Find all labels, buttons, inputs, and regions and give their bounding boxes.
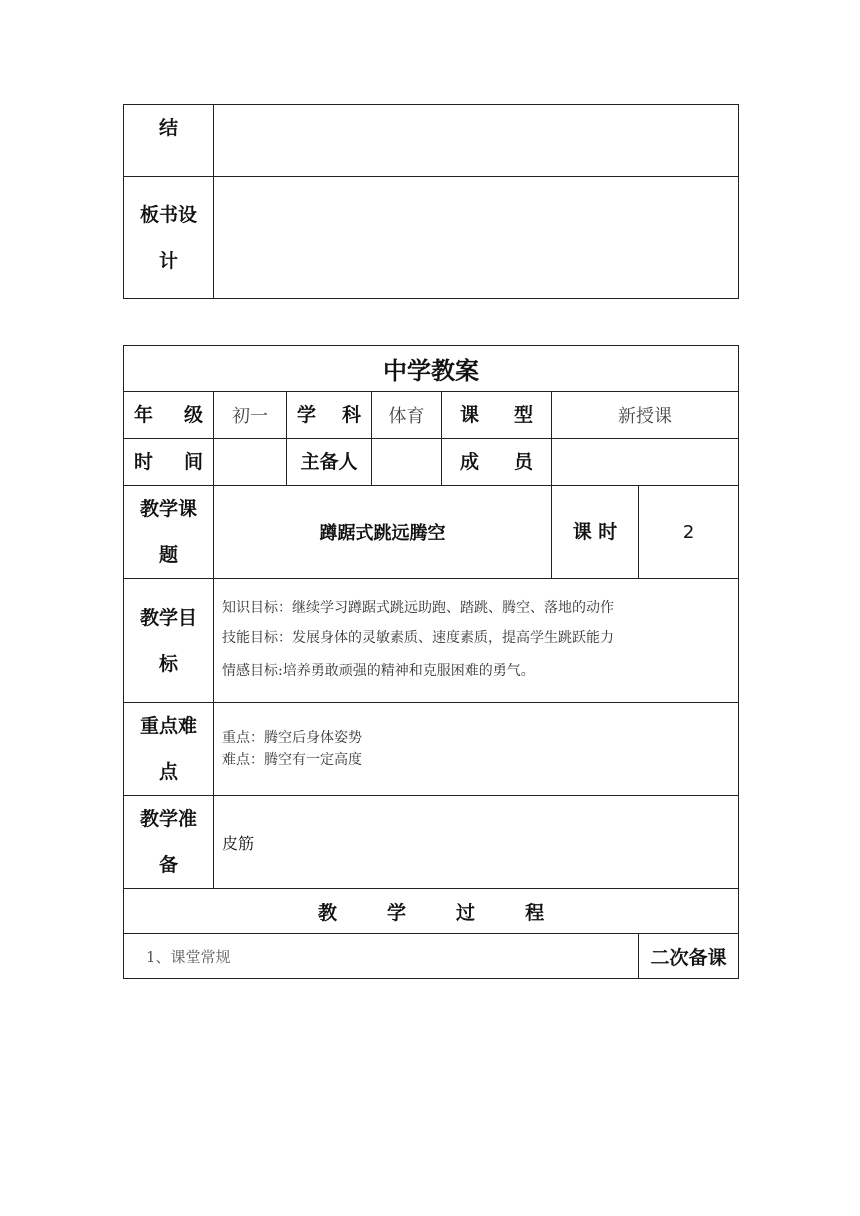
- goal-knowledge: 知识目标：继续学习蹲踞式跳远助跑、踏跳、腾空、落地的动作: [222, 599, 614, 616]
- member-label-cell: [442, 439, 552, 486]
- topic-value: 蹲踞式跳远腾空: [214, 486, 552, 579]
- goal-skill: 技能目标：发展身体的灵敏素质、速度素质，提高学生跳跃能力: [222, 629, 614, 646]
- grade-label-1: 年: [134, 404, 154, 426]
- lesson-plan-table: [123, 345, 739, 979]
- type-value: 新授课: [552, 392, 739, 439]
- board-design-content-cell: [214, 177, 739, 299]
- process-heading-3: 过: [456, 901, 476, 924]
- preparer-label: 主备人: [287, 439, 372, 486]
- page-title: 中学教案: [383, 357, 480, 385]
- key-point: 重点：腾空后身体姿势: [222, 730, 362, 746]
- time-label-1: 时: [134, 451, 154, 473]
- hours-label: 课 时: [552, 486, 639, 579]
- grade-label-cell: [124, 392, 214, 439]
- process-heading-4: 程: [525, 901, 545, 924]
- process-item: 1、课堂常规: [124, 934, 639, 979]
- type-label-cell: [442, 392, 552, 439]
- topic-label-cell: [124, 486, 214, 579]
- keypoints-content: [214, 703, 739, 796]
- member-label-1: 成: [460, 451, 480, 473]
- grade-label-2: 级: [183, 404, 203, 426]
- subject-label-1: 学: [297, 404, 317, 426]
- goals-content: [214, 579, 739, 703]
- process-heading-2: 学: [387, 901, 407, 924]
- keypoints-label: 重点难点: [139, 715, 197, 783]
- type-label-1: 课: [460, 404, 480, 426]
- hours-value: 2: [639, 486, 739, 579]
- subject-label-cell: [287, 392, 372, 439]
- summary-label: 结: [158, 117, 178, 139]
- summary-content-cell: [214, 105, 739, 177]
- keypoints-label-cell: [124, 703, 214, 796]
- board-design-label: 板书设计: [139, 203, 197, 272]
- type-label-2: 型: [513, 404, 533, 426]
- summary-label-cell: [124, 105, 214, 177]
- goal-emotion: 情感目标:培养勇敢顽强的精神和克服困难的勇气。: [222, 662, 535, 679]
- preparer-value: [372, 439, 442, 486]
- subject-value: 体育: [372, 392, 442, 439]
- process-heading-1: 教: [318, 901, 338, 924]
- time-value: [214, 439, 287, 486]
- board-design-label-cell: [124, 177, 214, 299]
- grade-value: 初一: [214, 392, 287, 439]
- goals-label-cell: [124, 579, 214, 703]
- goals-label: 教学目标: [139, 606, 197, 675]
- member-value: [552, 439, 739, 486]
- prep-value: 皮筋: [214, 796, 739, 889]
- time-label-2: 间: [183, 451, 203, 473]
- time-label-cell: [124, 439, 214, 486]
- member-label-2: 员: [513, 451, 533, 473]
- topic-label: 教学课题: [139, 498, 197, 566]
- prep-label-cell: [124, 796, 214, 889]
- difficult-point: 难点：腾空有一定高度: [222, 752, 362, 768]
- second-prep-label: 二次备课: [639, 934, 739, 979]
- process-heading-cell: [124, 889, 739, 934]
- title-cell: [124, 346, 739, 392]
- top-table: [123, 104, 739, 299]
- prep-label: 教学准备: [139, 808, 197, 876]
- subject-label-2: 科: [341, 404, 361, 426]
